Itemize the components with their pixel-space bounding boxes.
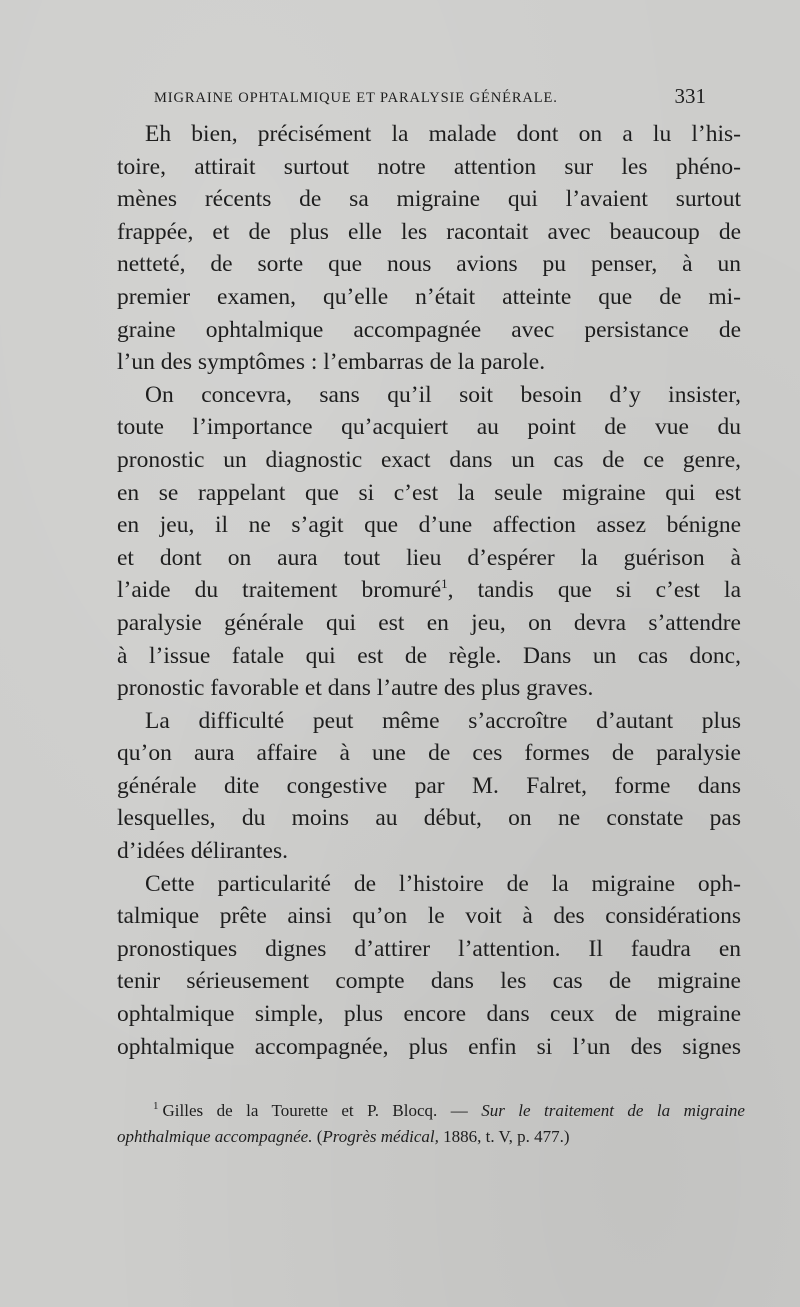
- footnote-line: ophthalmique accompagnée. (Progrès médical, 1886, t. V, p. 477.): [117, 1127, 570, 1146]
- text-line: On concevra, sans qu’il soit besoin d’y insister,: [145, 381, 741, 408]
- text-line: toire, attirait surtout notre attention sur les phéno-: [117, 153, 741, 180]
- footnote-journal: Progrès médical,: [322, 1127, 439, 1146]
- footnotes: [117, 1098, 745, 1150]
- page-header: [154, 84, 714, 114]
- text-line: ophtalmique accompagnée, plus enfin si l’un des signes: [117, 1033, 741, 1060]
- footnote-reference[interactable]: 1: [441, 576, 448, 592]
- footnote-title: Sur le traitement de la migraine: [481, 1101, 745, 1120]
- paragraph-3: [117, 705, 741, 868]
- text-line: paralysie générale qui est en jeu, on devra s’attendre: [117, 609, 741, 636]
- paragraph-4: [117, 868, 741, 1064]
- text-line: Eh bien, précisément la malade dont on a lu l’his-: [145, 121, 741, 147]
- text-line: en se rappelant que si c’est la seule migraine qui est: [117, 479, 741, 506]
- running-head: MIGRAINE OPHTALMIQUE ET PARALYSIE GÉNÉRALE.: [154, 90, 558, 106]
- footnote-authors: Gilles de la Tourette et P. Blocq. —: [162, 1101, 482, 1120]
- text-line: graine ophtalmique accompagnée avec persistance de: [117, 316, 741, 343]
- text-line: toute l’importance qu’acquiert au point de vue du: [117, 414, 741, 441]
- text-line: l’un des symptômes : l’embarras de la parole.: [117, 349, 546, 376]
- footnote-mark: 1: [153, 1100, 159, 1113]
- text-line: Cette particularité de l’histoire de la migraine oph-: [145, 870, 741, 897]
- text-line: pronostic favorable et dans l’autre des plus graves.: [117, 675, 594, 702]
- text-line: d’idées délirantes.: [117, 838, 288, 865]
- footnote-line: [117, 1098, 745, 1124]
- text-line: lesquelles, du moins au début, on ne constate pas: [117, 805, 741, 832]
- text-line: générale dite congestive par M. Falret, forme dans: [117, 772, 741, 799]
- text-line: qu’on aura affaire à une de ces formes de paralysie: [117, 740, 741, 767]
- page-number: 331: [674, 84, 706, 108]
- text-line: tenir sérieusement compte dans les cas de migraine: [117, 968, 741, 995]
- text-line: netteté, de sorte que nous avions pu penser, à un: [117, 251, 741, 278]
- body-text: [117, 118, 741, 1063]
- text-segment: , tandis que si c’est la: [447, 577, 742, 604]
- text-line: frappée, et de plus elle les racontait avec beaucoup de: [117, 218, 741, 245]
- text-line: à l’issue fatale qui est de règle. Dans un cas donc,: [117, 642, 741, 669]
- text-line: pronostiques dignes d’attirer l’attention. Il faudra en: [117, 935, 741, 962]
- text-line: et dont on aura tout lieu d’espérer la guérison à: [117, 544, 741, 571]
- text-line: talmique prête ainsi qu’on le voit à des considérations: [117, 903, 741, 930]
- text-line: premier examen, qu’elle n’était atteinte que de mi-: [117, 283, 741, 310]
- text-line-with-footnote: [117, 574, 741, 607]
- footnote-title: ophthalmique accompagnée.: [117, 1127, 313, 1146]
- text-line: pronostic un diagnostic exact dans un cas de ce genre,: [117, 446, 741, 473]
- text-line: La difficulté peut même s’accroître d’autant plus: [145, 707, 741, 734]
- text-line: ophtalmique simple, plus encore dans ceux de migraine: [117, 1001, 741, 1028]
- paragraph-1: [117, 118, 741, 379]
- paragraph-2: [117, 379, 741, 705]
- text-segment: l’aide du traitement bromuré: [117, 577, 442, 604]
- text-line: en jeu, il ne s’agit que d’une affection assez bénigne: [117, 512, 741, 539]
- footnote-citation: 1886, t. V, p. 477.): [438, 1127, 570, 1146]
- text-line: mènes récents de sa migraine qui l’avaient surtout: [117, 186, 741, 213]
